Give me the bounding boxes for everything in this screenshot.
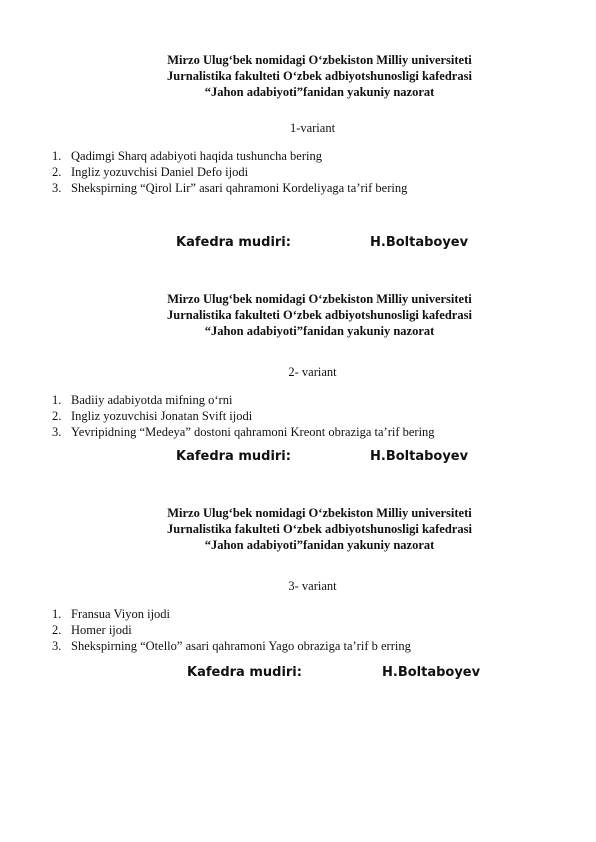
question-text: Qadimgi Sharq adabiyoti haqida tushuncha bering xyxy=(71,149,322,163)
question-number: 3. xyxy=(52,181,62,195)
question-item xyxy=(52,392,435,408)
question-number: 3. xyxy=(52,639,62,653)
university-name: Mirzo Ulug‘bek nomidagi O‘zbekiston Milliy universiteti xyxy=(167,292,472,306)
variant-title: 3- variant xyxy=(288,579,337,593)
question-number: 2. xyxy=(52,623,62,637)
exam-header xyxy=(117,291,522,339)
department-name: Jurnalistika fakulteti O‘zbek adbiyotshunosligi kafedrasi xyxy=(167,522,472,536)
exam-title: “Jahon adabiyoti”fanidan yakuniy nazorat xyxy=(204,85,435,99)
variant-title: 1-variant xyxy=(289,121,336,135)
question-item xyxy=(52,606,411,622)
question-text: Ingliz yozuvchisi Jonatan Svift ijodi xyxy=(71,409,253,423)
exam-header xyxy=(117,505,522,553)
exam-title: “Jahon adabiyoti”fanidan yakuniy nazorat xyxy=(204,538,435,552)
question-item xyxy=(52,622,411,638)
signature-name: H.Boltaboyev xyxy=(370,235,469,250)
question-list xyxy=(52,148,407,196)
question-item xyxy=(52,424,435,440)
question-text: Ingliz yozuvchisi Daniel Defo ijodi xyxy=(71,165,249,179)
question-item xyxy=(52,638,411,654)
question-item xyxy=(52,164,407,180)
question-list xyxy=(52,392,435,440)
signature-name: H.Boltaboyev xyxy=(370,449,469,464)
signature-label: Kafedra mudiri: xyxy=(176,235,291,250)
department-name: Jurnalistika fakulteti O‘zbek adbiyotshunosligi kafedrasi xyxy=(167,308,472,322)
question-item xyxy=(52,408,435,424)
question-text: Shekspirning “Otello” asari qahramoni Yago obraziga ta’rif b erring xyxy=(71,639,411,653)
exam-title: “Jahon adabiyoti”fanidan yakuniy nazorat xyxy=(204,324,435,338)
question-number: 2. xyxy=(52,165,62,179)
question-number: 3. xyxy=(52,425,62,439)
question-list xyxy=(52,606,411,654)
question-text: Shekspirning “Qirol Lir” asari qahramoni Kordeliyaga ta’rif bering xyxy=(71,181,408,195)
signature-name: H.Boltaboyev xyxy=(382,665,481,680)
question-item xyxy=(52,148,407,164)
signature-label: Kafedra mudiri: xyxy=(187,665,302,680)
question-number: 1. xyxy=(52,149,62,163)
question-text: Fransua Viyon ijodi xyxy=(71,607,171,621)
question-text: Yevripidning “Medeya” dostoni qahramoni Kreont obraziga ta’rif bering xyxy=(71,425,435,439)
question-text: Badiiy adabiyotda mifning o‘rni xyxy=(71,393,233,407)
university-name: Mirzo Ulug‘bek nomidagi O‘zbekiston Milliy universiteti xyxy=(167,53,472,67)
question-item xyxy=(52,180,407,196)
question-text: Homer ijodi xyxy=(71,623,132,637)
university-name: Mirzo Ulug‘bek nomidagi O‘zbekiston Milliy universiteti xyxy=(167,506,472,520)
question-number: 2. xyxy=(52,409,62,423)
signature-label: Kafedra mudiri: xyxy=(176,449,291,464)
question-number: 1. xyxy=(52,607,62,621)
variant-title: 2- variant xyxy=(288,365,337,379)
department-name: Jurnalistika fakulteti O‘zbek adbiyotshunosligi kafedrasi xyxy=(167,69,472,83)
question-number: 1. xyxy=(52,393,62,407)
exam-header xyxy=(117,52,522,100)
